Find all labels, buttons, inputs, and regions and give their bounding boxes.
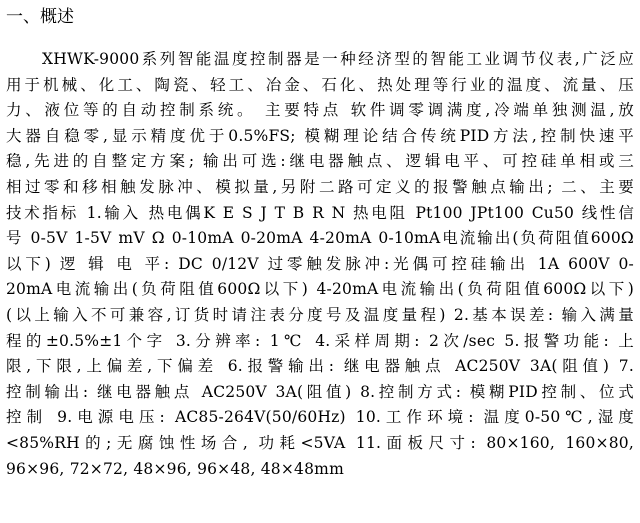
text-line: 号 0-5V 1-5V mV Ω 0-10mA 0-20mA 4-20mA 0-10mA电流输出(负荷阻值600Ω <box>6 229 634 248</box>
text-line: 20mA电流输出(负荷阻值600Ω以下) 4-20mA电流输出(负荷阻值600Ω以下) <box>6 280 634 299</box>
text-line: 以下) 逻 辑 电 平: DC 0/12V 过零触发脉冲:光偶可控硅输出 1A 600V 0- <box>6 254 634 273</box>
text-line: (以上输入不可兼容,订货时请注表分度号及温度量程) 2.基本误差: 输入满量 <box>6 305 634 324</box>
text-line: 大器自稳零,显示精度优于0.5%FS; 模糊理论结合传统PID方法,控制快速平 <box>6 126 634 145</box>
text-line: <85%RH的;无腐蚀性场合, 功耗<5VA 11.面板尺寸: 80×160, 160×80, <box>6 433 634 452</box>
text-line: 用于机械、化工、陶瓷、轻工、冶金、石化、热处理等行业的温度、流量、压 <box>6 75 634 94</box>
text-line: XHWK-9000系列智能温度控制器是一种经济型的智能工业调节仪表,广泛应 <box>42 50 634 68</box>
section-heading: 一、概述 <box>6 7 74 27</box>
text-line: 控制输出: 继电器触点 AC250V 3A(阻值) 8.控制方式: 模糊PID控制、位式 <box>6 382 634 401</box>
text-line: 力、液位等的自动控制系统。 主要特点 软件调零调满度,冷端单独测温,放 <box>6 101 634 120</box>
text-line: 程的±0.5%±1个字 3.分辨率: 1℃ 4.采样周期: 2次/sec 5.报警功能: 上 <box>6 331 634 350</box>
text-line: 相过零和移相触发脉冲、模拟量,另附二路可定义的报警触点输出; 二、主要 <box>6 177 634 196</box>
text-line: 技术指标 1.输入 热电偶K E S J T B R N 热电阻 Pt100 JPt100 Cu50 线性信 <box>6 203 634 222</box>
text-line: 限,下限,上偏差,下偏差 6.报警输出: 继电器触点 AC250V 3A(阻值) 7. <box>6 357 634 376</box>
text-line: 稳,先进的自整定方案; 输出可选:继电器触点、逻辑电平、可控硅单相或三 <box>6 152 634 171</box>
text-line: 96×96, 72×72, 48×96, 96×48, 48×48mm <box>6 459 344 478</box>
document-body <box>6 47 634 482</box>
text-line: 控制 9.电源电压: AC85-264V(50/60Hz) 10.工作环境: 温度0-50℃,湿度 <box>6 408 634 427</box>
